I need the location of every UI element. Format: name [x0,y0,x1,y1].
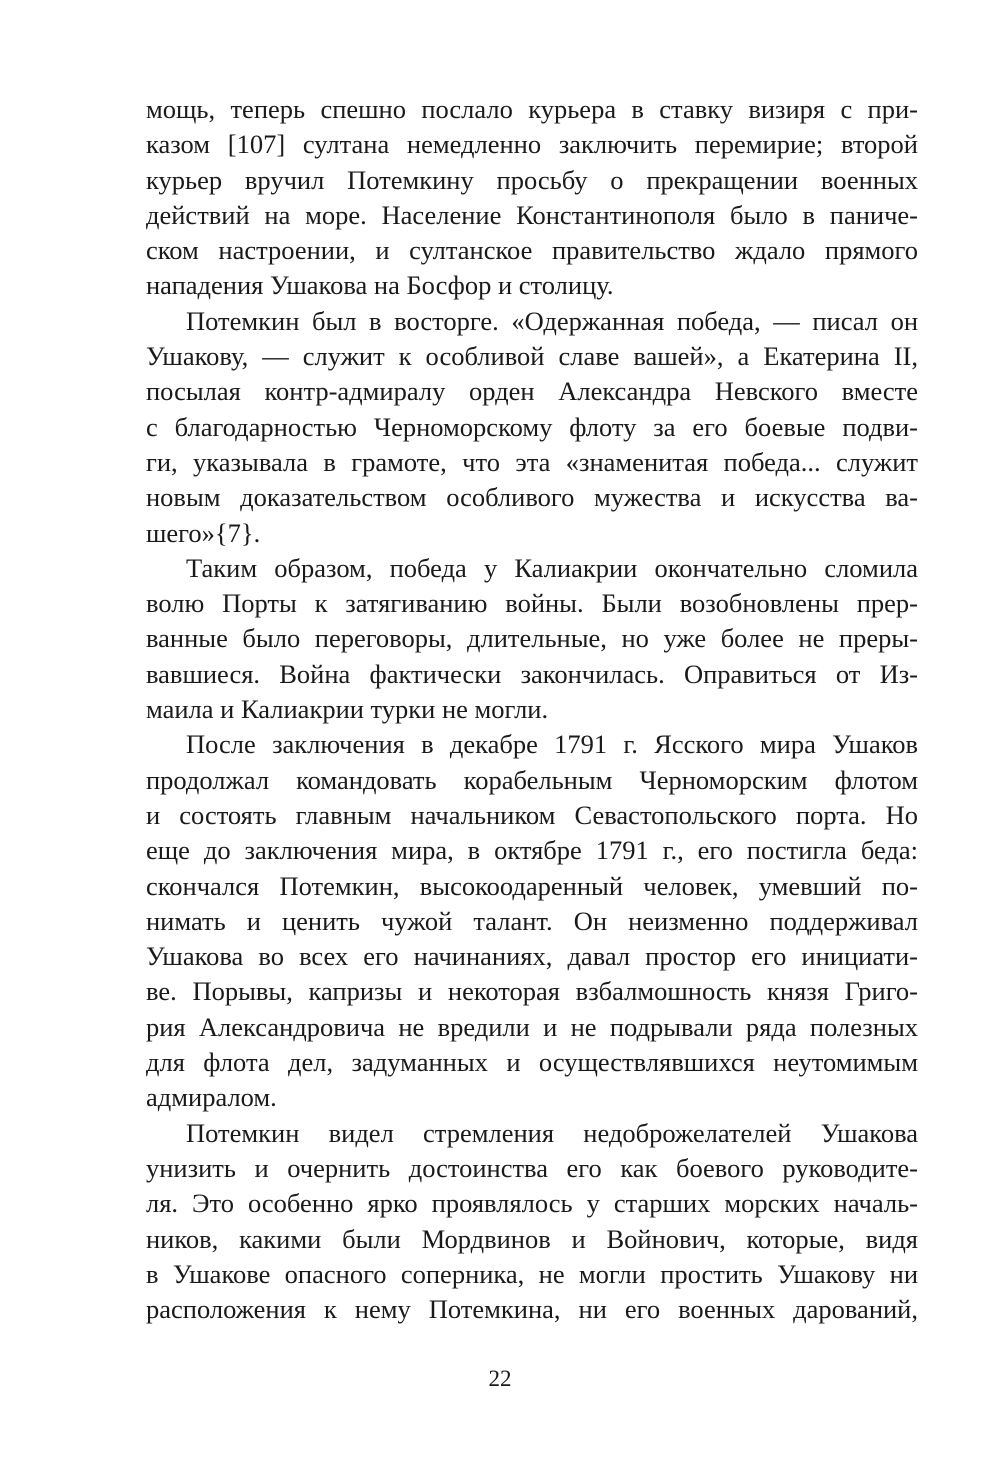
text-line: Потемкин видел стремления недоброжелателей Ушакова [186,1117,918,1148]
text-line: и состоять главным начальником Севастопольского порта. Но [146,799,918,830]
text-line: Таким образом, победа у Калиакрии окончательно сломила [186,552,918,583]
text-line: с благодарностью Черноморскому флоту за его боевые подви- [146,411,918,442]
text-line: скончался Потемкин, высокоодаренный человек, умевший по- [146,870,918,901]
page-number: 22 [488,1366,512,1391]
text-line: адмиралом. [146,1082,277,1113]
text-line: в Ушакове опасного соперника, не могли простить Ушакову ни [146,1258,918,1289]
text-line: Ушакову, — служит к особливой славе вашей», а Екатерина II, [146,341,918,372]
text-line: еще до заключения мира, в октябре 1791 г., его постигла беда: [146,835,918,866]
text-line: новым доказательством особливого мужества и искусства ва- [146,482,918,513]
text-line: ве. Порывы, капризы и некоторая взбалмошность князя Григо- [146,976,918,1007]
text-line: для флота дел, задуманных и осуществлявшихся неутомимым [146,1047,918,1078]
text-line: расположения к нему Потемкина, ни его военных дарований, [146,1294,918,1325]
text-line: нападения Ушакова на Босфор и столицу. [146,270,614,301]
text-line: ги, указывала в грамоте, что эта «знаменитая победа... служит [146,446,918,477]
text-line: Потемкин был в восторге. «Одержанная победа, — писал он [186,305,918,336]
text-line: маила и Калиакрии турки не могли. [146,694,549,725]
text-line: ванные было переговоры, длительные, но уже более не преры- [146,623,918,654]
text-line: рия Александровича не вредили и не подрывали ряда полезных [146,1011,918,1042]
text-line: нимать и ценить чужой талант. Он неизменно поддерживал [146,905,918,936]
text-line: шего»{7}. [146,517,261,548]
text-line: продолжал командовать корабельным Черноморским флотом [146,764,918,795]
text-line: ников, какими были Мордвинов и Войнович, которые, видя [146,1223,918,1254]
text-line: ля. Это особенно ярко проявлялось у старших морских началь- [146,1188,918,1219]
text-line: посылая контр-адмиралу орден Александра Невского вместе [146,376,918,407]
body-text [146,92,918,1327]
text-line: унизить и очернить достоинства его как боевого руководите- [146,1152,918,1183]
text-line: волю Порты к затягиванию войны. Были возобновлены прер- [146,588,918,619]
text-line: ском настроении, и султанское правительство ждало прямого [146,235,918,266]
text-line: вавшиеся. Война фактически закончилась. Оправиться от Из- [146,658,918,689]
text-line: Ушакова во всех его начинаниях, давал простор его инициати- [146,941,918,972]
text-line: действий на море. Население Константинополя было в паниче- [146,199,918,230]
text-line: мощь, теперь спешно послало курьера в ставку визиря с при- [146,94,918,124]
text-line: курьер вручил Потемкину просьбу о прекращении военных [146,164,918,195]
text-line: казом [107] султана немедленно заключить перемирие; второй [146,129,918,160]
text-line: После заключения в декабре 1791 г. Ясского мира Ушаков [186,729,918,760]
